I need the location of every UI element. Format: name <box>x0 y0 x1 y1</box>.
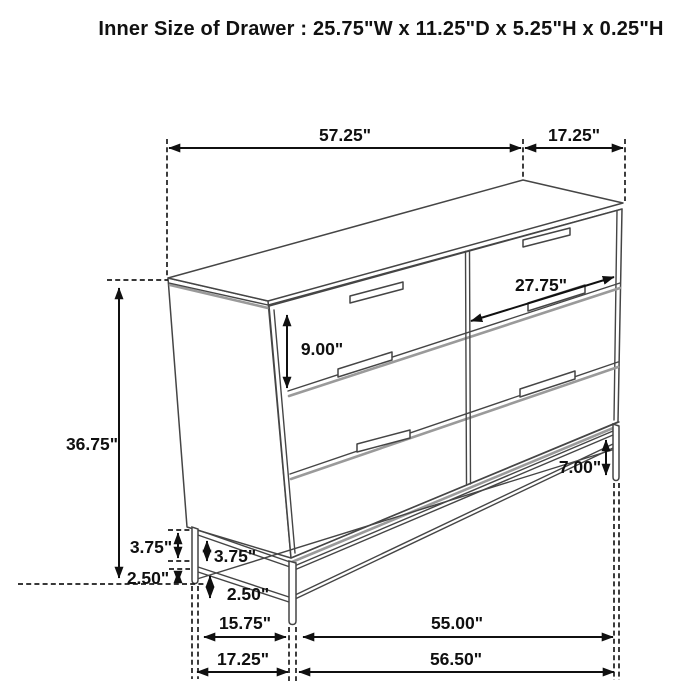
label-drawer-height: 9.00" <box>300 339 344 359</box>
front-right-leg <box>613 424 619 481</box>
page-title: Inner Size of Drawer : 25.75"W x 11.25"D x 5.25"H x 0.25"H <box>98 18 664 40</box>
label-base-outer-depth: 17.25" <box>216 649 270 669</box>
label-top-depth: 17.25" <box>547 125 601 145</box>
label-lower-rail-front: 2.50" <box>226 584 270 604</box>
label-upper-rail-left: 3.75" <box>129 537 173 557</box>
label-base-inner-width: 55.00" <box>430 613 484 633</box>
label-drawer-width: 27.75" <box>514 275 568 295</box>
label-base-inner-depth: 15.75" <box>218 613 272 633</box>
label-top-width: 57.25" <box>318 125 372 145</box>
label-base-outer-width: 56.50" <box>429 649 483 669</box>
back-left-leg <box>192 527 198 584</box>
front-left-leg <box>289 561 296 625</box>
label-overall-height: 36.75" <box>65 434 119 454</box>
label-lower-rail-left: 2.50" <box>126 568 170 588</box>
label-leg-height: 7.00" <box>558 457 602 477</box>
label-upper-rail-front: 3.75" <box>213 546 257 566</box>
